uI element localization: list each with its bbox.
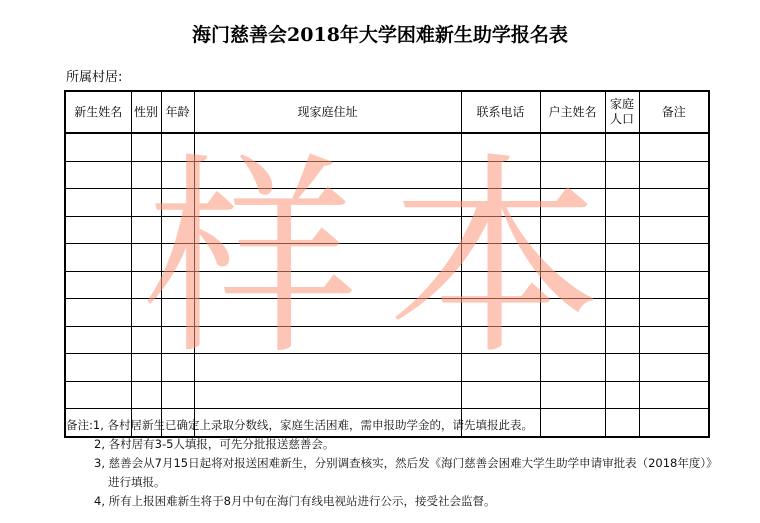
phone-cell[interactable] — [461, 133, 540, 161]
remarks-cell[interactable] — [639, 133, 709, 161]
family-size-cell[interactable] — [605, 381, 639, 409]
col-header-remarks: 备注 — [639, 91, 709, 133]
age-cell[interactable] — [161, 381, 194, 409]
gender-cell[interactable] — [131, 244, 161, 272]
family-size-cell[interactable] — [605, 271, 639, 299]
table-row — [65, 244, 709, 272]
householder-cell[interactable] — [540, 216, 605, 244]
householder-cell[interactable] — [540, 161, 605, 189]
householder-cell[interactable] — [540, 271, 605, 299]
address-cell[interactable] — [194, 381, 461, 409]
notes-section — [66, 416, 746, 511]
student-name-cell[interactable] — [65, 161, 131, 189]
age-cell[interactable] — [161, 326, 194, 354]
gender-cell[interactable] — [131, 381, 161, 409]
table-row — [65, 133, 709, 161]
registration-table — [64, 90, 710, 438]
family-size-cell[interactable] — [605, 189, 639, 217]
student-name-cell[interactable] — [65, 216, 131, 244]
phone-cell[interactable] — [461, 326, 540, 354]
student-name-cell[interactable] — [65, 244, 131, 272]
table-row — [65, 354, 709, 382]
village-label: 所属村居: — [66, 70, 123, 85]
col-header-family-size — [605, 91, 639, 133]
col-header-address: 现家庭住址 — [194, 91, 461, 133]
table-row — [65, 161, 709, 189]
householder-cell[interactable] — [540, 326, 605, 354]
remarks-cell[interactable] — [639, 326, 709, 354]
col-header-student-name: 新生姓名 — [65, 91, 131, 133]
phone-cell[interactable] — [461, 299, 540, 327]
table-header-row — [65, 91, 709, 133]
note-line-3-continued: 进行填报。 — [108, 475, 166, 489]
age-cell[interactable] — [161, 271, 194, 299]
householder-cell[interactable] — [540, 189, 605, 217]
family-size-cell[interactable] — [605, 299, 639, 327]
gender-cell[interactable] — [131, 354, 161, 382]
householder-cell[interactable] — [540, 299, 605, 327]
table-row — [65, 271, 709, 299]
address-cell[interactable] — [194, 271, 461, 299]
age-cell[interactable] — [161, 216, 194, 244]
student-name-cell[interactable] — [65, 271, 131, 299]
family-size-cell[interactable] — [605, 326, 639, 354]
householder-cell[interactable] — [540, 381, 605, 409]
family-size-cell[interactable] — [605, 161, 639, 189]
table-row — [65, 189, 709, 217]
col-header-age: 年龄 — [161, 91, 194, 133]
age-cell[interactable] — [161, 244, 194, 272]
remarks-cell[interactable] — [639, 216, 709, 244]
address-cell[interactable] — [194, 244, 461, 272]
table-row — [65, 299, 709, 327]
family-size-cell[interactable] — [605, 354, 639, 382]
table-row — [65, 326, 709, 354]
student-name-cell[interactable] — [65, 326, 131, 354]
phone-cell[interactable] — [461, 271, 540, 299]
address-cell[interactable] — [194, 326, 461, 354]
remarks-cell[interactable] — [639, 244, 709, 272]
gender-cell[interactable] — [131, 189, 161, 217]
age-cell[interactable] — [161, 161, 194, 189]
householder-cell[interactable] — [540, 133, 605, 161]
family-size-cell[interactable] — [605, 244, 639, 272]
note-line-1: 备注:1, 各村居新生已确定上录取分数线，家庭生活困难，需申报助学金的，请先填报此表。 — [66, 418, 533, 432]
address-cell[interactable] — [194, 299, 461, 327]
remarks-cell[interactable] — [639, 271, 709, 299]
address-cell[interactable] — [194, 161, 461, 189]
phone-cell[interactable] — [461, 354, 540, 382]
address-cell[interactable] — [194, 216, 461, 244]
phone-cell[interactable] — [461, 244, 540, 272]
family-size-cell[interactable] — [605, 133, 639, 161]
col-header-householder: 户主姓名 — [540, 91, 605, 133]
student-name-cell[interactable] — [65, 381, 131, 409]
phone-cell[interactable] — [461, 216, 540, 244]
address-cell[interactable] — [194, 354, 461, 382]
form-title: 海门慈善会2018年大学困难新生助学报名表 — [192, 24, 568, 46]
student-name-cell[interactable] — [65, 299, 131, 327]
col-header-gender: 性别 — [131, 91, 161, 133]
householder-cell[interactable] — [540, 354, 605, 382]
gender-cell[interactable] — [131, 161, 161, 189]
gender-cell[interactable] — [131, 299, 161, 327]
family-size-cell[interactable] — [605, 216, 639, 244]
gender-cell[interactable] — [131, 271, 161, 299]
remarks-cell[interactable] — [639, 189, 709, 217]
note-line-2: 2, 各村居有3-5人填报，可先分批报送慈善会。 — [94, 437, 335, 451]
remarks-cell[interactable] — [639, 381, 709, 409]
remarks-cell[interactable] — [639, 354, 709, 382]
householder-cell[interactable] — [540, 244, 605, 272]
phone-cell[interactable] — [461, 161, 540, 189]
col-header-phone: 联系电话 — [461, 91, 540, 133]
age-cell[interactable] — [161, 189, 194, 217]
student-name-cell[interactable] — [65, 354, 131, 382]
col-header-family-size-label: 家庭人口 — [609, 97, 634, 126]
age-cell[interactable] — [161, 299, 194, 327]
table-row — [65, 216, 709, 244]
phone-cell[interactable] — [461, 189, 540, 217]
address-cell[interactable] — [194, 189, 461, 217]
phone-cell[interactable] — [461, 381, 540, 409]
age-cell[interactable] — [161, 354, 194, 382]
note-line-4: 4, 所有上报困难新生将于8月中旬在海门有线电视站进行公示，接受社会监督。 — [94, 494, 496, 508]
gender-cell[interactable] — [131, 133, 161, 161]
student-name-cell[interactable] — [65, 189, 131, 217]
student-name-cell[interactable] — [65, 133, 131, 161]
age-cell[interactable] — [161, 133, 194, 161]
remarks-cell[interactable] — [639, 161, 709, 189]
sample-watermark: 样本 — [144, 135, 632, 384]
address-cell[interactable] — [194, 133, 461, 161]
gender-cell[interactable] — [131, 216, 161, 244]
note-line-3: 3, 慈善会从7月15日起将对报送困难新生，分别调查核实，然后发《海门慈善会困难大学生助学申请审批表（2018年度）》 — [94, 456, 718, 470]
remarks-cell[interactable] — [639, 299, 709, 327]
table-row — [65, 381, 709, 409]
gender-cell[interactable] — [131, 326, 161, 354]
